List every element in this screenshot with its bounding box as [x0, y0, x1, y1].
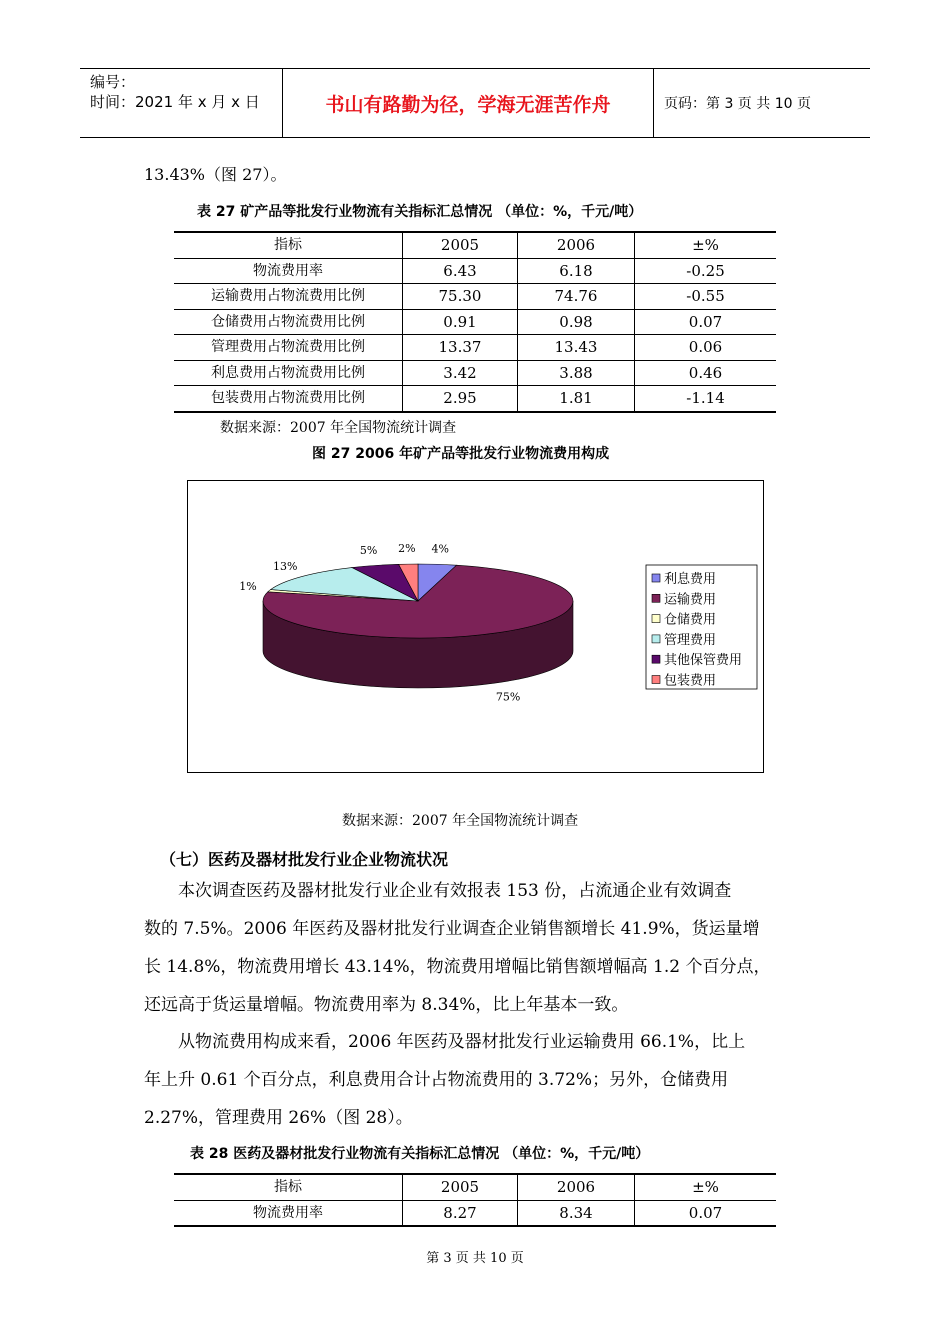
pie-data-label: 75%: [495, 690, 521, 704]
legend-swatch: [652, 635, 660, 643]
section7-heading: （七）医药及器材批发行业企业物流状况: [160, 850, 449, 869]
legend-swatch: [652, 676, 660, 684]
table-cell: 2.95: [403, 386, 518, 412]
legend-label: 仓储费用: [664, 612, 717, 628]
table-cell: 74.76: [518, 284, 635, 310]
table-cell: 0.07: [635, 1200, 777, 1226]
header-cell: 2005: [403, 232, 518, 258]
paragraph-line: 本次调查医药及器材批发行业企业有效报表 153 份，占流通企业有效调查: [144, 881, 732, 901]
header-cell: 2006: [518, 232, 635, 258]
header-cell: 指标: [174, 1174, 403, 1200]
table-cell: 0.06: [635, 335, 777, 361]
page-footer: 第 3 页 共 10 页: [426, 1251, 524, 1266]
table-cell: 6.43: [403, 258, 518, 284]
paragraph-line: 从物流费用构成来看，2006 年医药及器材批发行业运输费用 66.1%，比上: [144, 1032, 746, 1052]
header-meta: [80, 69, 283, 137]
table-header-row: [174, 232, 776, 258]
header-cell: 2006: [518, 1174, 635, 1200]
document-number: 编号：: [90, 73, 136, 91]
table-cell: 利息费用占物流费用比例: [174, 360, 403, 386]
intro-line: 13.43%（图 27）。: [144, 165, 287, 184]
table-cell: 13.37: [403, 335, 518, 361]
legend-swatch: [652, 574, 660, 582]
table-cell: -1.14: [635, 386, 777, 412]
table-cell: -0.55: [635, 284, 777, 310]
section7-paragraph-2: [144, 1023, 814, 1137]
legend-label: 运输费用: [664, 592, 717, 608]
table-cell: 物流费用率: [174, 1200, 403, 1226]
legend-label: 利息费用: [664, 572, 717, 587]
table-cell: 8.27: [403, 1200, 518, 1226]
table-cell: 管理费用占物流费用比例: [174, 335, 403, 361]
paragraph-line: 还远高于货运量增幅。物流费用率为 8.34%，比上年基本一致。: [144, 995, 629, 1015]
legend-label: 包装费用: [664, 673, 717, 689]
header-cell: 2005: [403, 1174, 518, 1200]
paragraph-line: 长 14.8%，物流费用增长 43.14%，物流费用增幅比销售额增幅高 1.2 个百分点，: [144, 957, 771, 977]
legend-swatch: [652, 615, 660, 623]
paragraph-line: 数的 7.5%。2006 年医药及器材批发行业调查企业销售额增长 41.9%，货运量增: [144, 919, 760, 939]
pie-data-label: 5%: [359, 544, 378, 558]
table-row: [174, 335, 776, 361]
table-cell: 0.07: [635, 309, 777, 335]
header-cell: 指标: [174, 232, 403, 258]
table-cell: 0.98: [518, 309, 635, 335]
table27: [174, 231, 776, 413]
table-row: [174, 309, 776, 335]
section7-paragraph-1: [144, 872, 814, 1024]
legend-swatch: [652, 594, 660, 602]
legend-label: 其他保管费用: [664, 653, 743, 669]
table28: [174, 1173, 776, 1227]
table-row: [174, 360, 776, 386]
table-cell: 0.46: [635, 360, 777, 386]
table-cell: 3.42: [403, 360, 518, 386]
table28-caption: 表 28 医药及器材批发行业物流有关指标汇总情况 （单位：%，千元/吨）: [190, 1146, 650, 1162]
table-cell: 1.81: [518, 386, 635, 412]
table-cell: 运输费用占物流费用比例: [174, 284, 403, 310]
table-row: [174, 386, 776, 412]
pie-data-label: 2%: [398, 542, 416, 556]
table-cell: 仓储费用占物流费用比例: [174, 309, 403, 335]
table-cell: 6.18: [518, 258, 635, 284]
table-cell: 0.91: [403, 309, 518, 335]
table27-caption: 表 27 矿产品等批发行业物流有关指标汇总情况 （单位：%，千元/吨）: [197, 204, 643, 220]
paragraph-line: 年上升 0.61 个百分点，利息费用合计占物流费用的 3.72%；另外，仓储费用: [144, 1070, 729, 1090]
document-date: 时间：2021 年 x 月 x 日: [90, 93, 260, 111]
pie-data-label: 13%: [273, 559, 298, 573]
figure27-caption: 图 27 2006 年矿产品等批发行业物流费用构成: [312, 446, 610, 462]
legend-swatch: [652, 655, 660, 663]
table-cell: 8.34: [518, 1200, 635, 1226]
table-row: [174, 284, 776, 310]
header-page-number: 页码：第 3 页 共 10 页: [664, 96, 811, 112]
table-cell: 包装费用占物流费用比例: [174, 386, 403, 412]
figure27-source: 数据来源：2007 年全国物流统计调查: [342, 813, 579, 829]
paragraph-line: 2.27%，管理费用 26%（图 28）。: [144, 1108, 413, 1128]
header-cell: ±%: [635, 1174, 777, 1200]
table-cell: 3.88: [518, 360, 635, 386]
pie-chart: [188, 481, 763, 772]
table-header-row: [174, 1174, 776, 1200]
table-cell: 75.30: [403, 284, 518, 310]
legend-label: 管理费用: [664, 632, 717, 648]
header-motto: 书山有路勤为径，学海无涯苦作舟: [283, 69, 654, 137]
page-header: [80, 68, 870, 138]
table27-source: 数据来源：2007 年全国物流统计调查: [220, 420, 457, 436]
pie-data-label: 1%: [239, 580, 257, 594]
table-cell: 物流费用率: [174, 258, 403, 284]
table-cell: 13.43: [518, 335, 635, 361]
pie-chart-frame: [187, 480, 764, 773]
table-row: [174, 1200, 776, 1226]
table-cell: -0.25: [635, 258, 777, 284]
table-row: [174, 258, 776, 284]
pie-data-label: 4%: [431, 542, 449, 556]
header-cell: ±%: [635, 232, 777, 258]
